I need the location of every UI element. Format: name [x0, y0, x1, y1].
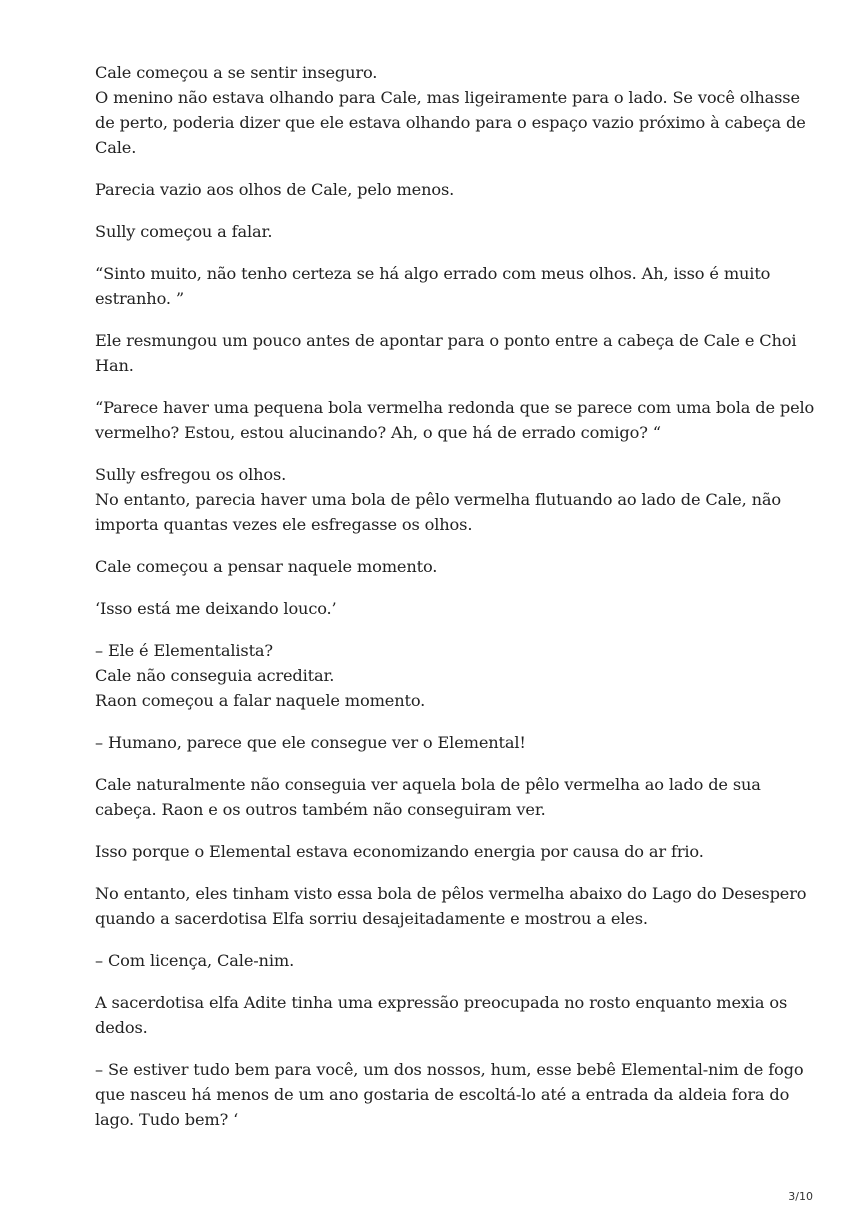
- paragraph: [95, 772, 785, 822]
- text-line: O menino não estava olhando para Cale, mas ligeiramente para o lado. Se você olhasse: [95, 88, 800, 107]
- text-line: – Humano, parece que ele consegue ver o Elemental!: [95, 733, 526, 752]
- text-line: dedos.: [95, 1018, 148, 1037]
- text-line: Parecia vazio aos olhos de Cale, pelo menos.: [95, 180, 455, 199]
- text-line: – Se estiver tudo bem para você, um dos nossos, hum, esse bebê Elemental-nim de fogo: [95, 1060, 804, 1079]
- text-line: que nasceu há menos de um ano gostaria de escoltá-lo até a entrada da aldeia fora do: [95, 1085, 790, 1104]
- text-line: No entanto, parecia haver uma bola de pêlo vermelha flutuando ao lado de Cale, não: [95, 490, 781, 509]
- text-line: “Sinto muito, não tenho certeza se há algo errado com meus olhos. Ah, isso é muito: [95, 264, 771, 283]
- text-line: Raon começou a falar naquele momento.: [95, 691, 426, 710]
- paragraph: [95, 328, 797, 378]
- paragraph: [95, 948, 785, 973]
- paragraph: [95, 881, 807, 931]
- text-line: Sully começou a falar.: [95, 222, 273, 241]
- text-line: lago. Tudo bem? ‘: [95, 1110, 239, 1129]
- paragraph: [95, 839, 785, 864]
- text-line: quando a sacerdotisa Elfa sorriu desajeitadamente e mostrou a eles.: [95, 909, 648, 928]
- paragraph: [95, 554, 785, 579]
- text-line: Cale.: [95, 138, 137, 157]
- paragraph: [95, 261, 785, 311]
- text-line: cabeça. Raon e os outros também não conseguiram ver.: [95, 800, 546, 819]
- page-number: 3/10: [788, 1190, 813, 1203]
- paragraph: [95, 177, 785, 202]
- paragraph: [95, 730, 785, 755]
- text-line: Cale não conseguia acreditar.: [95, 666, 335, 685]
- text-line: “Parece haver uma pequena bola vermelha redonda que se parece com uma bola de pelo: [95, 398, 815, 417]
- text-line: – Com licença, Cale-nim.: [95, 951, 295, 970]
- text-line: Cale começou a se sentir inseguro.: [95, 63, 378, 82]
- text-line: Cale começou a pensar naquele momento.: [95, 557, 438, 576]
- paragraph: [95, 60, 806, 160]
- text-line: Ele resmungou um pouco antes de apontar para o ponto entre a cabeça de Cale e Choi: [95, 331, 797, 350]
- paragraph: [95, 219, 785, 244]
- text-line: – Ele é Elementalista?: [95, 641, 273, 660]
- document-body: [95, 60, 815, 1149]
- text-line: Han.: [95, 356, 134, 375]
- paragraph: [95, 462, 785, 537]
- text-line: Isso porque o Elemental estava economizando energia por causa do ar frio.: [95, 842, 704, 861]
- text-line: de perto, poderia dizer que ele estava olhando para o espaço vazio próximo à cabeça de: [95, 113, 806, 132]
- text-line: importa quantas vezes ele esfregasse os olhos.: [95, 515, 473, 534]
- text-line: No entanto, eles tinham visto essa bola de pêlos vermelha abaixo do Lago do Desespero: [95, 884, 807, 903]
- paragraph: [95, 1057, 804, 1132]
- text-line: Sully esfregou os olhos.: [95, 465, 287, 484]
- paragraph: [95, 638, 785, 713]
- text-line: ‘Isso está me deixando louco.’: [95, 599, 337, 618]
- text-line: Cale naturalmente não conseguia ver aquela bola de pêlo vermelha ao lado de sua: [95, 775, 761, 794]
- paragraph: [95, 596, 785, 621]
- text-line: estranho. ”: [95, 289, 185, 308]
- text-line: vermelho? Estou, estou alucinando? Ah, o que há de errado comigo? “: [95, 423, 661, 442]
- paragraph: [95, 990, 788, 1040]
- text-line: A sacerdotisa elfa Adite tinha uma expressão preocupada no rosto enquanto mexia os: [95, 993, 788, 1012]
- paragraph: [95, 395, 815, 445]
